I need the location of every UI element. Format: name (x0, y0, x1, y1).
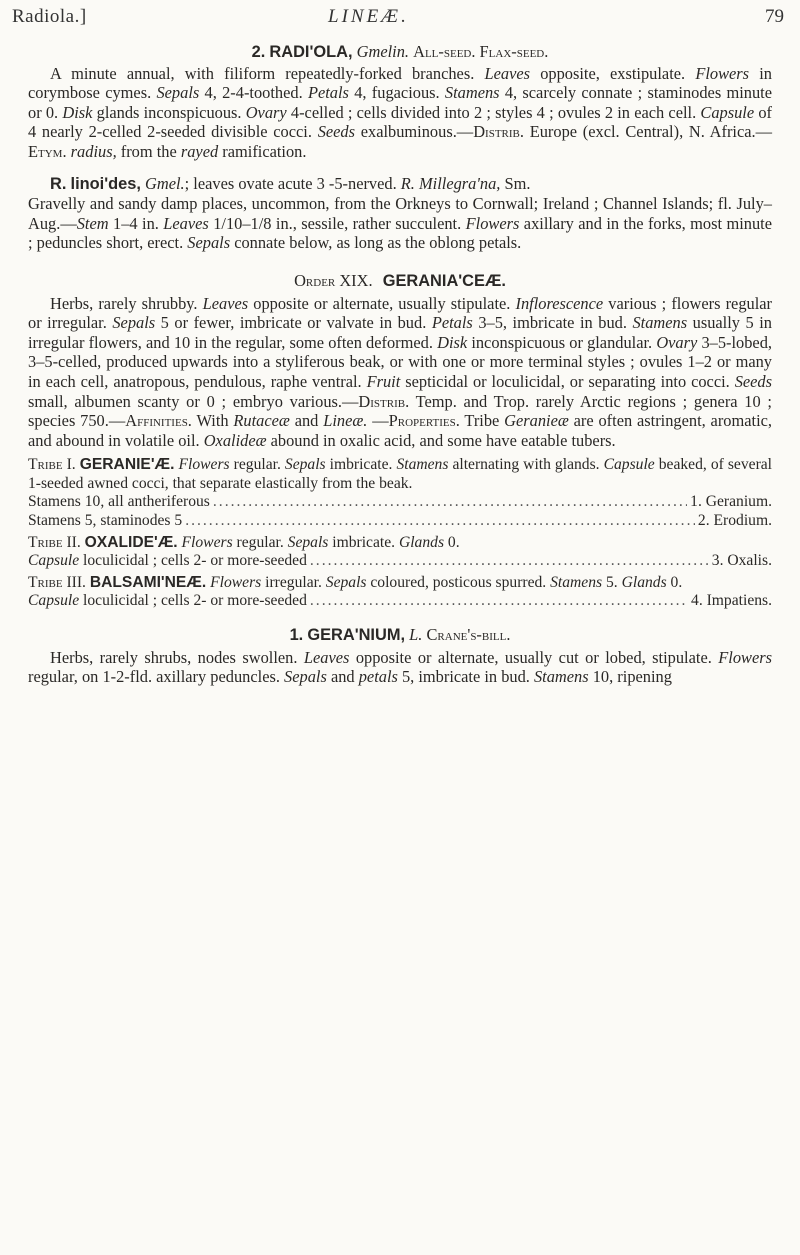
page-body (28, 42, 772, 687)
species-heading-linoides: R. linoi'des, Gmel.; leaves ovate acute 3 -5-nerved. R. Millegra'na, Sm. (50, 173, 531, 193)
tribe-name: BALSAMI'NEÆ. (89, 573, 207, 591)
species-synonym: R. Millegra'na, (400, 173, 501, 193)
genus-heading-geranium: 1. GERA'NIUM, L. Crane's-bill. (289, 625, 511, 645)
genus-description-radiola: A minute annual, with filiform repeatedly-forked branches. Leaves opposite, exstipulate. Flowers in corymbose cymes. Sepals 4, 2-4-toothed. Petals 4, fugacious. Stamens 4, scarcely connate ; staminodes minute or 0. Disk glands inconspicuous. Ovary 4-celled ; cells divided into 2 ; styles 4 ; ovules 2 in each cell. Capsule of 4 nearly 2-celled 2-seeded divisible cocci. Seeds exalbuminous.—Distrib. Europe (excl. Central), N. Africa.—Etym. radius, from the rayed ramification. (28, 63, 773, 161)
running-head-left: Radiola.] (12, 6, 87, 27)
genus-description-geranium: Herbs, rarely shrubs, nodes swollen. Leaves opposite or alternate, usually cut or lobed, stipulate. Flowers regular, on 1-2-fld. axillary peduncles. Sepals and petals 5, imbricate in bud. Stamens 10, ripening (28, 647, 772, 687)
genus-author: Gmelin. (356, 42, 410, 61)
genus-common-name: All-seed. Flax-seed. (413, 42, 549, 61)
species-description-linoides: Gravelly and sandy damp places, uncommon, from the Orkneys to Cornwall; Ireland ; Channel Islands; fl. July–Aug.—Stem 1–4 in. Leaves 1/10–1/8 in., sessile, rather succulent. Flowers axillary and in the forks, most minute ; peduncles short, erect. Sepals connate below, as long as the oblong petals. (28, 194, 772, 253)
running-head-title: LINEÆ. (328, 6, 409, 27)
order-heading: Order XIX. GERANIA'CEÆ. (294, 270, 506, 290)
tribe-3-description: Tribe III. BALSAMI'NEÆ. Flowers irregular. Sepals coloured, posticous spurred. Stamens 5. Glands 0. (28, 573, 683, 591)
genus-name: RADI'OLA, (269, 43, 353, 61)
order-description: Herbs, rarely shrubby. Leaves opposite or alternate, usually stipulate. Inflorescence various ; flowers regular or irregular. Sepals 5 or fewer, imbricate or valvate in bud. Petals 3–5, imbricate in bud. Stamens usually 5 in irregular flowers, and 10 in the regular, some often deformed. Disk inconspicuous or glandular. Ovary 3–5-lobed, 3–5-celled, produced upwards into a styliferous beak, or with one or more terminal styles ; ovules 1–2 or many in each cell, anatropous, pendulous, raphe ventral. Fruit septicidal or loculicidal, or separating into cocci. Seeds small, albumen scanty or 0 ; embryo various.—Distrib. Temp. and Trop. rarely Arctic regions ; genera 10 ; species 750.—Affinities. With Rutaceæ and Lineæ. —Properties. Tribe Geranieæ are often astringent, aromatic, and abound in volatile oil. Oxalideæ abound in oxalic acid, and some have eatable tubers. (28, 293, 773, 450)
key-line: Capsule loculicidal ; cells 2- or more-seeded ..... 4. Impatiens. (28, 592, 772, 611)
running-head (12, 6, 788, 36)
key-line: Capsule loculicidal ; cells 2- or more-seeded ..... 3. Oxalis. (28, 552, 772, 571)
tribe-name: OXALIDE'Æ. (84, 533, 178, 551)
page-number: 79 (765, 6, 784, 27)
genus-heading-radiola: 2. RADI'OLA, Gmelin. All-seed. Flax-seed. (251, 42, 549, 61)
genus-common-name: Crane's-bill. (426, 625, 511, 645)
order-name: GERANIA'CEÆ. (382, 271, 506, 290)
genus-name: GERA'NIUM, (307, 626, 406, 645)
tribe-2-description: Tribe II. OXALIDE'Æ. Flowers regular. Sepals imbricate. Glands 0. (28, 533, 460, 551)
key-line: Stamens 10, all antheriferous ..... 1. Geranium. (28, 493, 772, 512)
tribe-1-description: Tribe I. GERANIE'Æ. Flowers regular. Sepals imbricate. Stamens alternating with glands. Capsule beaked, of several 1-seeded awned cocci, that separate elastically from the beak. (28, 456, 773, 492)
species-name: linoi'des, (70, 174, 141, 193)
key-line: Stamens 5, staminodes 5 ..... 2. Erodium. (28, 512, 772, 531)
tribe-name: GERANIE'Æ. (79, 456, 175, 474)
